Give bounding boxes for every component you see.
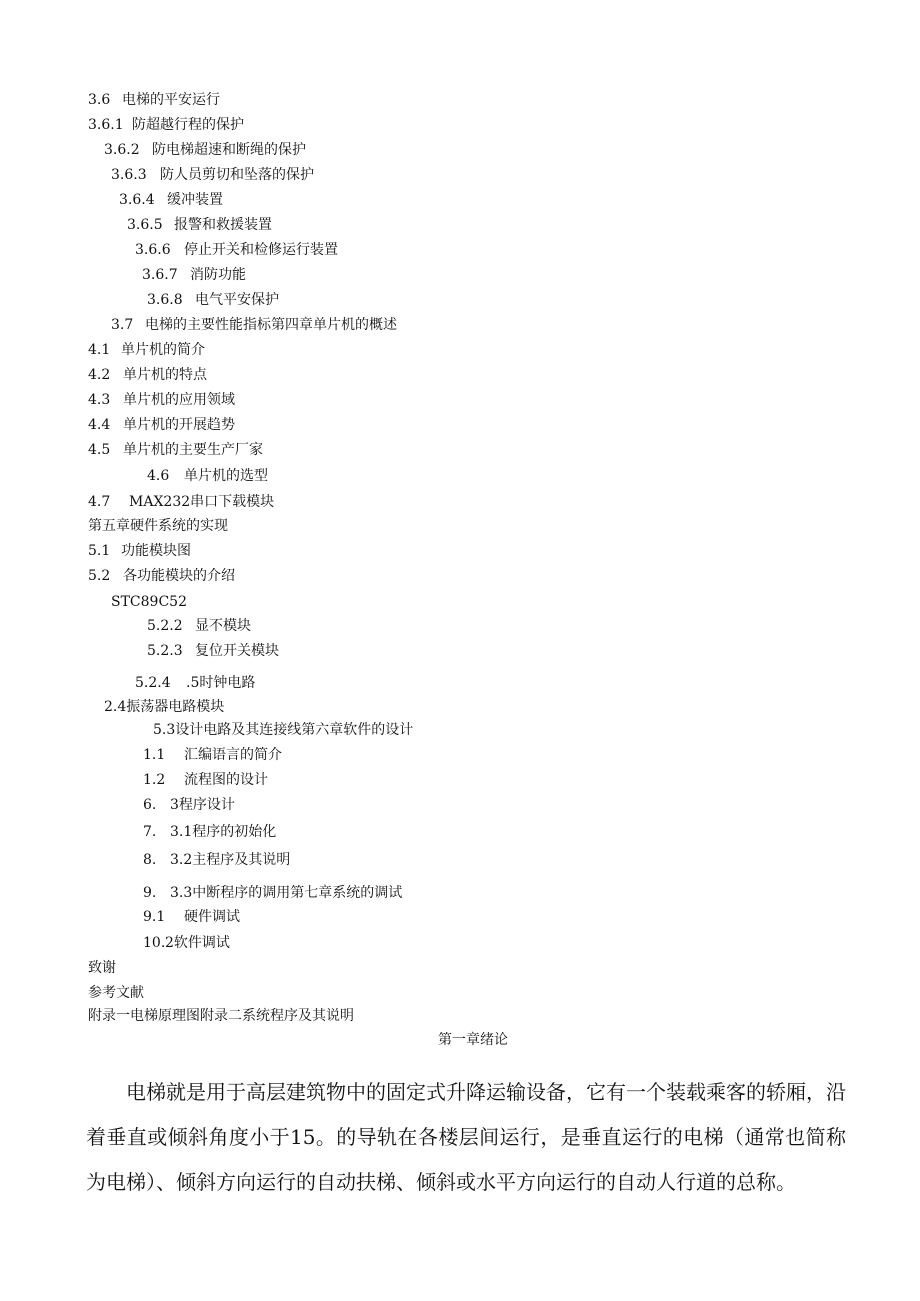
toc-entry <box>111 316 397 334</box>
chapter-title-text: 第一章绪论 <box>438 1032 508 1048</box>
toc-number: 4.4 <box>88 417 111 433</box>
toc-title: 硬件调试 <box>184 909 240 925</box>
toc-number: 4.2 <box>88 367 111 383</box>
toc-entry <box>143 884 402 902</box>
toc-number: 9.1 <box>143 909 166 925</box>
toc-title: 停止开关和检修运行装置 <box>184 242 338 258</box>
toc-number: 3.6.3 <box>111 167 147 183</box>
toc-entry <box>143 771 268 789</box>
toc-number: 10. <box>143 935 166 951</box>
toc-title: 防人员剪切和坠落的保护 <box>160 167 314 183</box>
toc-number: 6. <box>143 797 157 813</box>
toc-title: 第五章硬件系统的实现 <box>88 518 228 534</box>
toc-entry <box>135 674 255 692</box>
toc-entry <box>88 341 205 359</box>
toc-title: 单片机的应用领域 <box>123 392 235 408</box>
toc-entry <box>88 416 235 434</box>
toc-entry <box>88 366 207 384</box>
toc-title: 缓冲装置 <box>167 192 223 208</box>
toc-entry <box>88 567 235 585</box>
toc-entry <box>88 116 244 134</box>
toc-entry <box>88 91 220 109</box>
toc-entry <box>111 166 314 184</box>
toc-title: 电梯的主要性能指标第四章单片机的概述 <box>145 317 397 333</box>
toc-title: 致谢 <box>88 960 116 976</box>
toc-title: 附录一电梯原理图附录二系统程序及其说明 <box>88 1008 354 1024</box>
toc-entry <box>143 934 230 952</box>
toc-number: 5.2 <box>88 568 111 584</box>
toc-number: 4.6 <box>147 468 170 484</box>
toc-number: 4.3 <box>88 392 111 408</box>
toc-entry <box>143 823 276 841</box>
toc-entry <box>147 642 279 660</box>
toc-title: MAX232串口下载模块 <box>129 494 275 510</box>
toc-entry <box>104 141 306 159</box>
toc-title: 复位开关模块 <box>195 643 279 659</box>
toc-title: 单片机的开展趋势 <box>123 417 235 433</box>
toc-number: 8. <box>143 852 157 868</box>
toc-number: 4.5 <box>88 442 111 458</box>
toc-entry <box>147 617 251 635</box>
chapter-title <box>0 1031 920 1049</box>
toc-number: 3.6.1 <box>88 117 124 133</box>
toc-entry <box>142 266 246 284</box>
toc-entry <box>119 191 223 209</box>
toc-title: 单片机的选型 <box>184 468 268 484</box>
toc-title: 防电梯超速和断绳的保护 <box>152 142 306 158</box>
toc-number: 5.1 <box>88 543 111 559</box>
toc-title: 汇编语言的简介 <box>184 747 282 763</box>
toc-number: 3.6.4 <box>119 192 155 208</box>
toc-title: 报警和救援装置 <box>174 217 272 233</box>
toc-number: 4.1 <box>88 342 111 358</box>
toc-title: 2.4振荡器电路模块 <box>104 699 225 715</box>
body-paragraph: 电梯就是用于高层建筑物中的固定式升降运输设备，它有一个装载乘客的轿厢，沿着垂直或倾斜角度小于15。的导轨在各楼层间运行，是垂直运行的电梯（通常也简称为电梯）、倾斜方向运行的自动扶梯、倾斜或水平方向运行的自动人行道的总称。 <box>86 1080 846 1194</box>
toc-number: 3.6.6 <box>135 242 171 258</box>
toc-title: 流程图的设计 <box>184 772 268 788</box>
toc-title: 单片机的主要生产厂家 <box>123 442 263 458</box>
toc-title: 电气平安保护 <box>195 292 279 308</box>
toc-number: 3.7 <box>111 317 134 333</box>
toc-entry <box>88 441 263 459</box>
toc-title: 2软件调试 <box>165 935 230 951</box>
toc-title: 5.3设计电路及其连接线第六章软件的设计 <box>153 722 414 738</box>
toc-number: 1.2 <box>143 772 166 788</box>
toc-number: 3.6.2 <box>104 142 140 158</box>
toc-entry <box>147 291 279 309</box>
toc-title: .5时钟电路 <box>186 675 256 691</box>
toc-number: 5.2.4 <box>135 675 171 691</box>
toc-entry <box>88 493 274 511</box>
toc-entry <box>143 851 290 869</box>
toc-title: 单片机的简介 <box>121 342 205 358</box>
toc-title: 单片机的特点 <box>123 367 207 383</box>
toc-entry <box>104 698 224 716</box>
toc-entry <box>88 391 235 409</box>
toc-number: 5.2.2 <box>147 618 183 634</box>
toc-title: 3程序设计 <box>170 797 235 813</box>
toc-title: 各功能模块的介绍 <box>123 568 235 584</box>
toc-title: STC89C52 <box>111 594 187 610</box>
toc-entry <box>111 593 187 611</box>
toc-number: 3.6.8 <box>147 292 183 308</box>
toc-title: 参考文献 <box>88 985 144 1001</box>
toc-number: 3.6.7 <box>142 267 178 283</box>
toc-entry <box>88 959 116 977</box>
toc-entry <box>127 216 272 234</box>
toc-number: 3.6 <box>88 92 111 108</box>
toc-number: 3.6.5 <box>127 217 163 233</box>
toc-entry <box>147 467 268 485</box>
toc-entry <box>88 1007 354 1025</box>
toc-title: 3.2主程序及其说明 <box>170 852 291 868</box>
toc-entry <box>88 984 144 1002</box>
toc-title: 功能模块图 <box>121 543 191 559</box>
toc-entry <box>153 721 413 739</box>
toc-number: 9. <box>143 885 157 901</box>
toc-number: 1.1 <box>143 747 166 763</box>
toc-entry <box>88 542 191 560</box>
toc-number: 7. <box>143 824 157 840</box>
toc-entry <box>143 746 282 764</box>
toc-title: 防超越行程的保护 <box>132 117 244 133</box>
toc-number: 5.2.3 <box>147 643 183 659</box>
toc-title: 电梯的平安运行 <box>122 92 220 108</box>
toc-entry <box>88 517 228 535</box>
toc-entry <box>143 908 240 926</box>
toc-number: 4.7 <box>88 494 111 510</box>
toc-entry <box>143 796 235 814</box>
toc-title: 3.1程序的初始化 <box>170 824 277 840</box>
toc-title: 显不模块 <box>195 618 251 634</box>
toc-title: 3.3中断程序的调用第七章系统的调试 <box>170 885 403 901</box>
toc-entry <box>135 241 338 259</box>
toc-title: 消防功能 <box>190 267 246 283</box>
